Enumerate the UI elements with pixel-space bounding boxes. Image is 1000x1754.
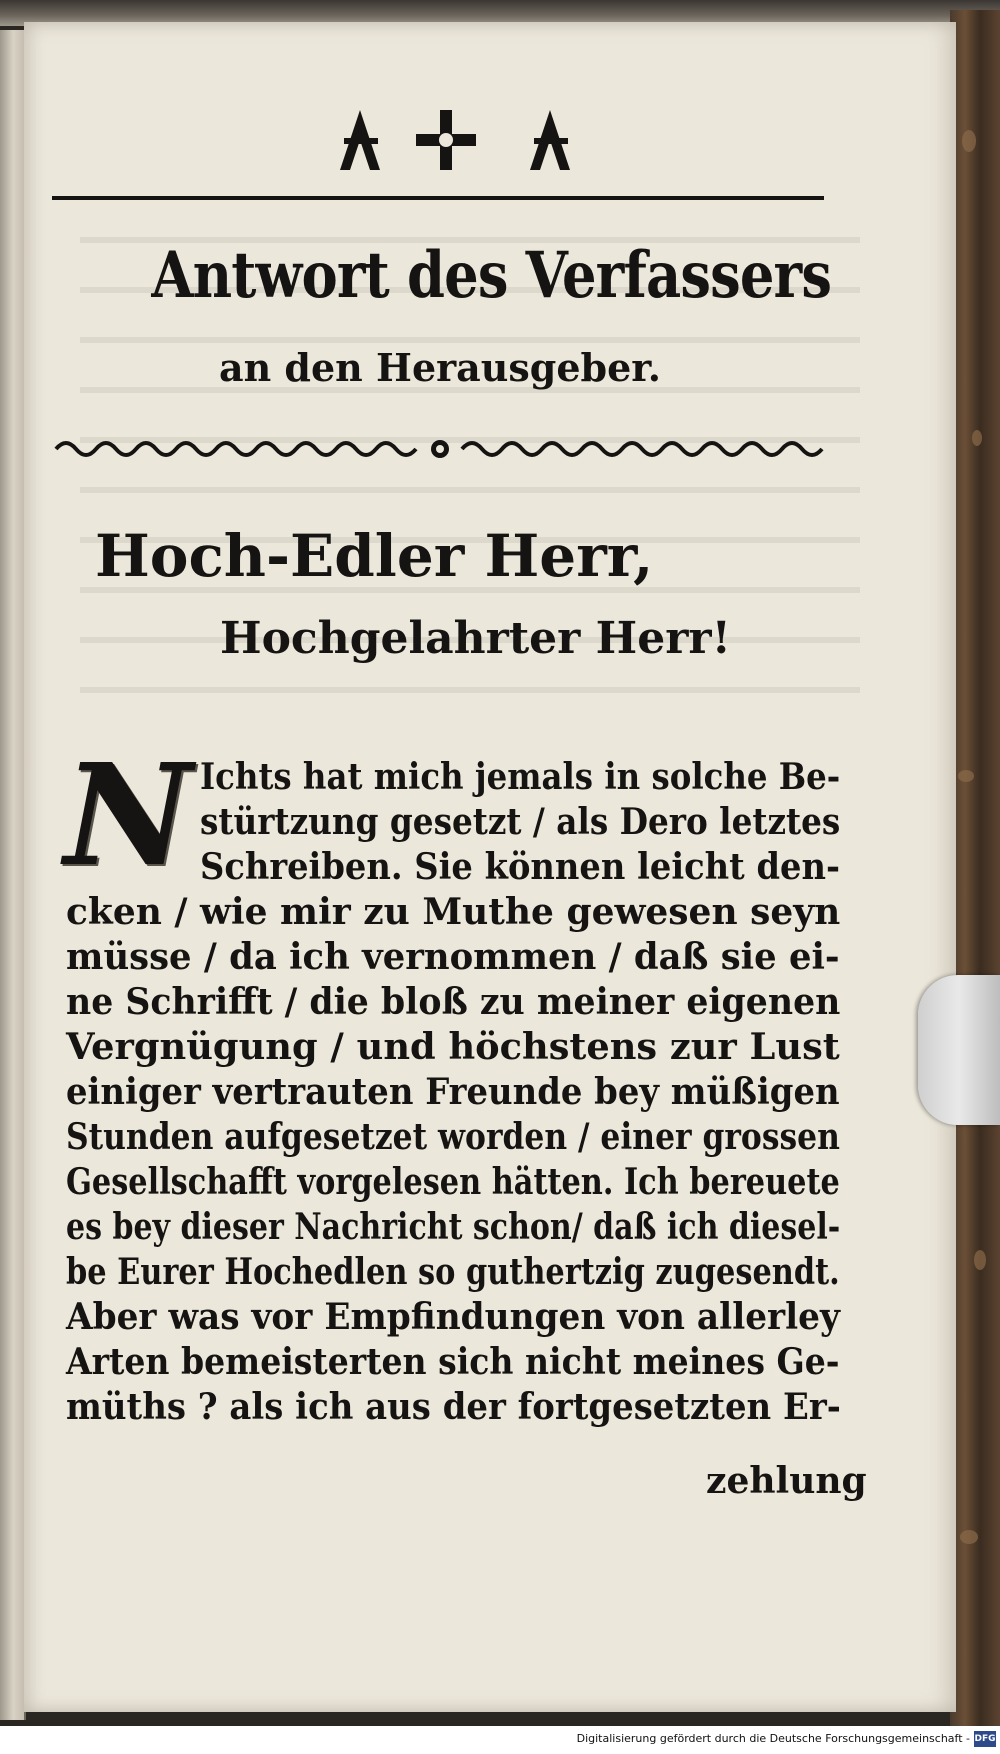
- salutation-line-1: Hoch-Edler Herr,: [95, 522, 654, 590]
- book-cover-edge: [950, 10, 1000, 1730]
- bookmark-tab: [918, 975, 1000, 1125]
- body-line-1: Ichts hat mich jemals in solche Be-: [200, 756, 841, 798]
- running-head-ornament: [330, 100, 590, 180]
- body-line-7: Vergnügung / und höchstens zur Lust: [66, 1026, 840, 1068]
- page-subtitle: an den Herausgeber.: [218, 345, 662, 390]
- body-line-11: es bey dieser Nachricht schon/ daß ich diesel-: [66, 1206, 841, 1248]
- body-line-3: Schreiben. Sie können leicht den-: [200, 846, 840, 888]
- drop-cap: N: [64, 734, 192, 898]
- ornament-band: [52, 434, 828, 464]
- body-line-9: Stunden aufgesetzet worden / einer grossen: [66, 1116, 840, 1158]
- digitization-footer: [0, 1726, 1000, 1754]
- body-line-8: einiger vertrauten Freunde bey müßigen: [66, 1071, 840, 1113]
- body-line-6: ne Schrifft / die bloß zu meiner eigenen: [66, 981, 841, 1023]
- top-rule: [52, 194, 824, 202]
- body-line-2: stürtzung gesetzt / als Dero letztes: [200, 801, 841, 843]
- facing-page-edge: [0, 30, 26, 1720]
- catchword: zehlung: [706, 1460, 867, 1502]
- body-line-14: Arten bemeisterten sich nicht meines Ge-: [66, 1341, 840, 1383]
- body-line-5: müsse / da ich vernommen / daß sie ei-: [66, 936, 840, 978]
- page-title: Antwort des Verfassers: [151, 238, 832, 313]
- salutation-line-2: Hochgelahrter Herr!: [220, 613, 731, 664]
- body-line-12: be Eurer Hochedlen so guthertzig zugesendt.: [66, 1251, 840, 1293]
- body-line-10: Gesellschafft vorgelesen hätten. Ich bereuete: [66, 1161, 840, 1203]
- footer-credit: Digitalisierung gefördert durch die Deutsche Forschungsgemeinschaft -: [576, 1732, 970, 1745]
- body-line-4: cken / wie mir zu Muthe gewesen seyn: [66, 891, 841, 933]
- body-line-15: müths ? als ich aus der fortgesetzten Er-: [66, 1386, 841, 1428]
- dfg-logo-icon: DFG: [974, 1731, 996, 1747]
- body-line-13: Aber was vor Empfindungen von allerley: [66, 1296, 840, 1338]
